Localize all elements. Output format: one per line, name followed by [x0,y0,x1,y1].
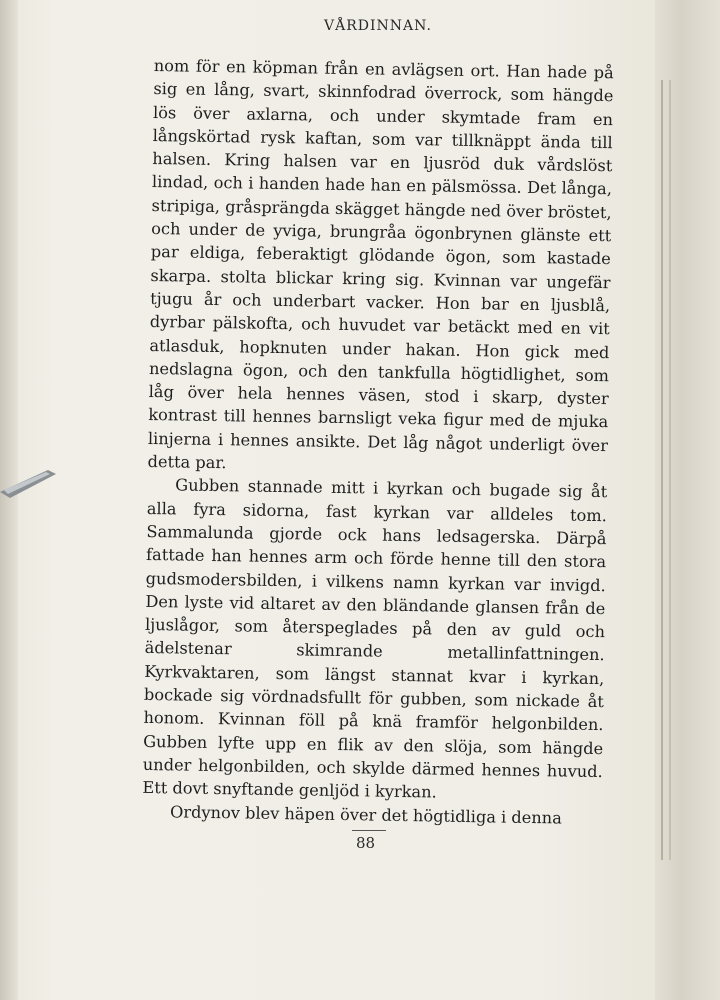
page-edge-line [669,80,671,860]
running-header: VÅRDINNAN. [324,18,432,34]
page-number: 88 [356,834,376,852]
paragraph-3: Ordynov blev häpen över det högtidliga i denna [169,801,562,827]
body-text [142,54,614,830]
page-edge-stack [655,0,720,1000]
paragraph-2: Gubben stannade mitt i kyrkan och bugade sig åt alla fyra sidorna, fast kyrkan var alldeles tom. Sammalunda gjorde ock hans ledsagerska. Därpå fattade han hennes arm och förde henne till den stora gudsmodersbilden, i vilkens namn kyrkan var invigd. Den lyste vid altaret av den bländande glansen från de ljuslågor, som återspeglades på den av guld och ädelstenar skimrande metallinfattningen. Kyrkvaktaren, som längst stannat kvar i kyrkan, bockade sig vördnadsfullt för gubben, som nickade åt honom. Kvinnan föll på knä framför helgonbilden. Gubben lyfte upp en flik av den slöja, som hängde under helgonbilden, och skylde därmed hennes huvud. Ett dovt snyftande genljöd i kyrkan. [142,475,608,802]
paragraph-1: nom för en köpman från en avlägsen ort. Han hade på sig en lång, svart, skinnfodrad överrock, som hängde lös över axlarna, och under skymtade fram en långskörtad rysk kaftan, som var tillknäppt ända till halsen. Kring halsen var en ljusröd duk vårdslöst lindad, och i handen hade han en pälsmössa. Det långa, stripiga, gråsprängda skägget hängde ned över bröstet, och under de yviga, brungråa ögonbrynen glänste ett par eldiga, feberaktigt glödande ögon, som kastade skarpa. stolta blickar kring sig. Kvinnan var ungefär tjugu år och underbart vacker. Hon bar en ljusblå, dyrbar pälskofta, och huvudet var betäckt med en vit atlasduk, hopknuten under hakan. Hon gick med nedslagna ögon, och den tankfulla högtidlighet, som låg över hela hennes väsen, stod i skarp, dyster kontrast till hennes barnsligt veka figur med de mjuka linjerna i hennes ansikte. Det låg något underligt över detta par. [147,55,614,473]
book-page [14,0,664,1000]
page-number-rule [352,830,386,831]
metal-clip-icon [0,462,62,502]
page-edge-line [661,80,663,860]
